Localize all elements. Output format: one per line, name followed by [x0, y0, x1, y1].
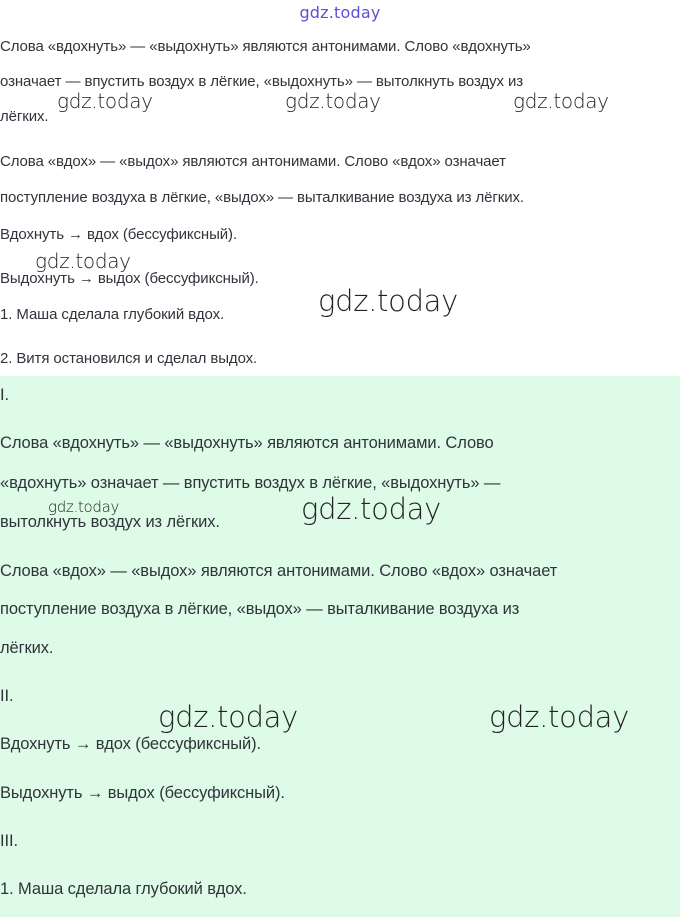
watermark: gdz.today	[35, 249, 131, 273]
short-p1-line2: означает — впустить воздух в лёгкие, «выдохнуть» — вытолкнуть воздух из	[0, 73, 524, 90]
full-answer-section	[0, 376, 680, 917]
full-p3: Вдохнуть → вдох (бессуфиксный).	[0, 735, 262, 753]
short-p1-line3: лёгких.	[0, 108, 49, 125]
full-p2-line3: лёгких.	[0, 639, 54, 657]
full-p2-line1: Слова «вдох» — «выдох» являются антонимами. Слово «вдох» означает	[0, 562, 558, 580]
heading-part-3: III.	[0, 832, 18, 850]
full-p1-line1: Слова «вдохнуть» — «выдохнуть» являются антонимами. Слово	[0, 434, 494, 452]
watermark: gdz.today	[158, 700, 299, 734]
watermark: gdz.today	[57, 89, 153, 113]
short-p1-line1: Слова «вдохнуть» — «выдохнуть» являются антонимами. Слово «вдохнуть»	[0, 38, 531, 55]
heading-part-2: II.	[0, 687, 14, 705]
watermark: gdz.today	[489, 700, 630, 734]
watermark: gdz.today	[301, 492, 442, 526]
watermark: gdz.today	[318, 284, 459, 318]
full-p1-line3: вытолкнуть воздух из лёгких.	[0, 513, 220, 531]
full-p2-line2: поступление воздуха в лёгкие, «выдох» — выталкивание воздуха из	[0, 600, 520, 618]
watermark: gdz.today	[48, 498, 120, 516]
short-p2-line2: поступление воздуха в лёгкие, «выдох» — выталкивание воздуха из лёгких.	[0, 189, 524, 206]
short-answer-section	[0, 0, 680, 376]
watermark: gdz.today	[513, 89, 609, 113]
short-p6: 2. Витя остановился и сделал выдох.	[0, 350, 258, 367]
short-p4: Выдохнуть → выдох (бессуфиксный).	[0, 270, 259, 287]
full-p1-line2: «вдохнуть» означает — впустить воздух в лёгкие, «выдохнуть» —	[0, 474, 501, 492]
full-p5: 1. Маша сделала глубокий вдох.	[0, 880, 247, 898]
heading-part-1: I.	[0, 386, 9, 404]
full-p4: Выдохнуть → выдох (бессуфиксный).	[0, 784, 285, 802]
top-watermark: gdz.today	[299, 3, 381, 22]
short-p3: Вдохнуть → вдох (бессуфиксный).	[0, 226, 238, 243]
short-p5: 1. Маша сделала глубокий вдох.	[0, 306, 225, 323]
short-p2-line1: Слова «вдох» — «выдох» являются антонимами. Слово «вдох» означает	[0, 153, 506, 170]
watermark: gdz.today	[285, 89, 381, 113]
